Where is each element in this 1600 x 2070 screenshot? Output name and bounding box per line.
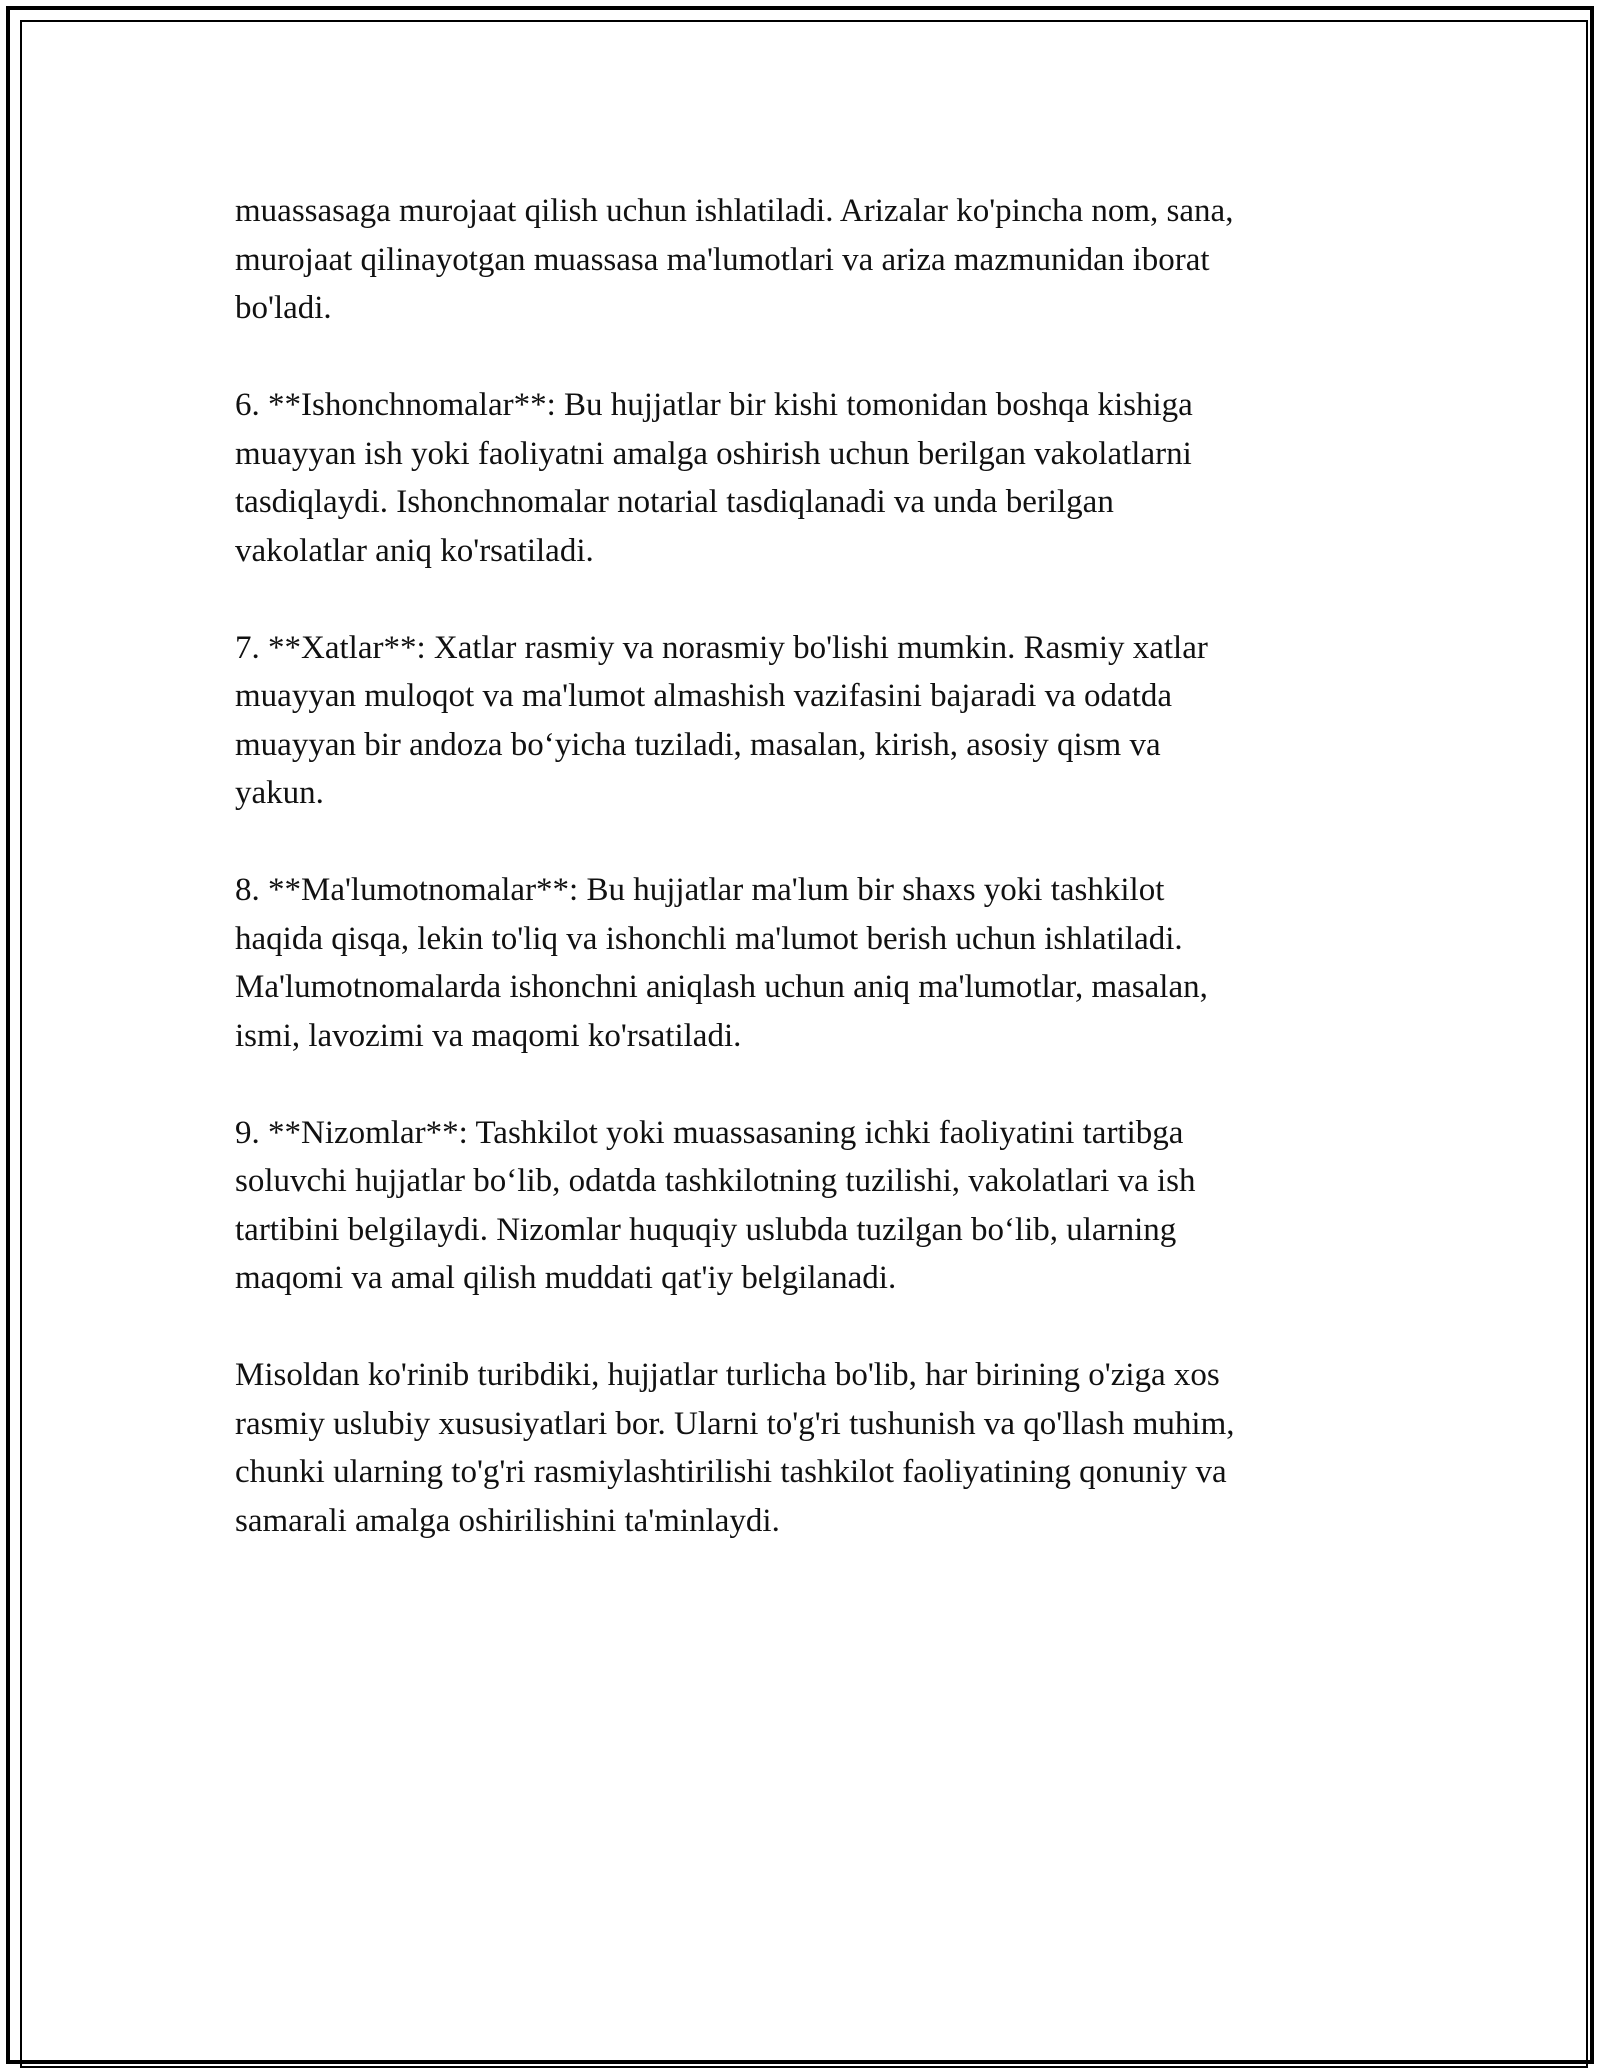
paragraph-conclusion: Misoldan ko'rinib turibdiki, hujjatlar turlicha bo'lib, har birining o'ziga xos rasmiy uslubiy xususiyatlari bor. Ularni to'g'ri tushunish va qo'llash muhim, chunki ularning to'g'ri rasmiylashtirilishi tashkilot faoliyatining qonuniy va samarali amalga oshirilishini ta'minlaydi. [235, 1357, 1235, 1539]
paragraph-malumotnomalar: 8. **Ma'lumotnomalar**: Bu hujjatlar ma'lum bir shaxs yoki tashkilot haqida qisqa, lekin to'liq va ishonchli ma'lumot berish uchun ishlatiladi. Ma'lumotnomalarda ishonchni aniqlash uchun aniq ma'lumotlar, masalan, ismi, lavozimi va maqomi ko'rsatiladi. [235, 872, 1208, 1054]
paragraph-nizomlar: 9. **Nizomlar**: Tashkilot yoki muassasaning ichki faoliyatini tartibga soluvchi hujjatlar bo‘lib, odatda tashkilotning tuzilishi, vakolatlari va ish tartibini belgilaydi. Nizomlar huquqiy uslubda tuzilgan bo‘lib, ularning maqomi va amal qilish muddati qat'iy belgilanadi. [235, 1114, 1196, 1296]
paragraph-ariza-continuation: muassasaga murojaat qilish uchun ishlatiladi. Arizalar ko'pincha nom, sana, murojaat qilinayotgan muassasa ma'lumotlari va ariza mazmunidan iborat bo'ladi. [235, 193, 1234, 326]
document-body [235, 187, 1385, 1594]
paragraph-xatlar: 7. **Xatlar**: Xatlar rasmiy va norasmiy bo'lishi mumkin. Rasmiy xatlar muayyan muloqot va ma'lumot almashish vazifasini bajaradi va odatda muayyan bir andoza bo‘yicha tuziladi, masalan, kirish, asosiy qism va yakun. [235, 629, 1208, 811]
paragraph-ishonchnomalar: 6. **Ishonchnomalar**: Bu hujjatlar bir kishi tomonidan boshqa kishiga muayyan ish yoki faoliyatni amalga oshirish uchun berilgan vakolatlarni tasdiqlaydi. Ishonchnomalar notarial tasdiqlanadi va unda berilgan vakolatlar aniq ko'rsatiladi. [235, 387, 1193, 569]
